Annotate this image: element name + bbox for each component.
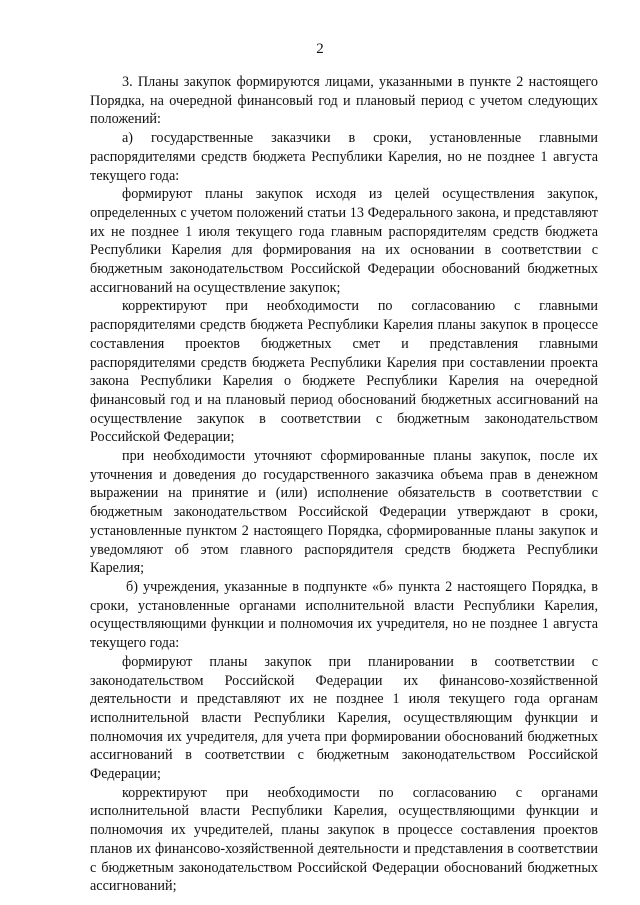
document-body [90,73,598,896]
paragraph-b-form-plans: формируют планы закупок при планировании в соответствии с законодательством Российской Федерации их финансово-хозяйственной деятельности и представляют их не позднее 1 июля текущего года органам исполнительной власти Республики Карелия, осуществляющим функции и полномочия их учредителя, для учета при формировании обоснований бюджетных ассигнований в соответствии с бюджетным законодательством Российской Федерации; [90,653,598,783]
paragraph-3-intro: 3. Планы закупок формируются лицами, указанными в пункте 2 настоящего Порядка, на очередной финансовый год и плановый период с учетом следующих положений: [90,74,598,128]
paragraph-a-refine-plans: при необходимости уточняют сформированные планы закупок, после их уточнения и доведения до государственного заказчика объема прав в денежном выражении на принятие и (или) исполнение обязательств в соответствии с бюджетным законодательством Российской Федерации утверждают в сроки, установленные пунктом 2 настоящего Порядка, сформированные планы закупок и уведомляют об этом главного распорядителя средств бюджета Республики Карелия; [90,448,598,577]
paragraph-a-form-plans: формируют планы закупок исходя из целей осуществления закупок, определенных с учетом положений статьи 13 Федерального закона, и представляют их не позднее 1 июля текущего года главным распорядителям средств бюджета Республики Карелия для формирования на их основании в соответствии с бюджетным законодательством Российской Федерации обоснований бюджетных ассигнований на осуществление закупок; [90,186,598,296]
paragraph-a-adjust-plans: корректируют при необходимости по согласованию с главными распорядителями средств бюджета Республики Карелия планы закупок в процессе составления проектов бюджетных смет и представления главными распорядителями средств бюджета Республики Карелия при составлении проекта закона Республики Карелия о бюджете Республики Карелия на очередной финансовый год и на плановый период обоснований бюджетных ассигнований на осуществление закупок в соответствии с бюджетным законодательством Российской Федерации; [90,298,598,446]
paragraph-b-institutions: б) учреждения, указанные в подпункте «б» пункта 2 настоящего Порядка, в сроки, установленные органами исполнительной власти Республики Карелия, осуществляющими функции и полномочия их учредителя, но не позднее 1 августа текущего года: [90,578,598,652]
paragraph-a-state-customers: а) государственные заказчики в сроки, установленные главными распорядителями средств бюджета Республики Карелия, но не позднее 1 августа текущего года: [90,130,598,184]
page-number: 2 [316,41,324,57]
paragraph-b-adjust-plans: корректируют при необходимости по согласованию с органами исполнительной власти Республики Карелия, осуществляющими функции и полномочия их учредителей, планы закупок в процессе составления проектов планов их финансово-хозяйственной деятельности и представления в соответствии с бюджетным законодательством Российской Федерации обоснований бюджетных ассигнований; [90,784,598,895]
